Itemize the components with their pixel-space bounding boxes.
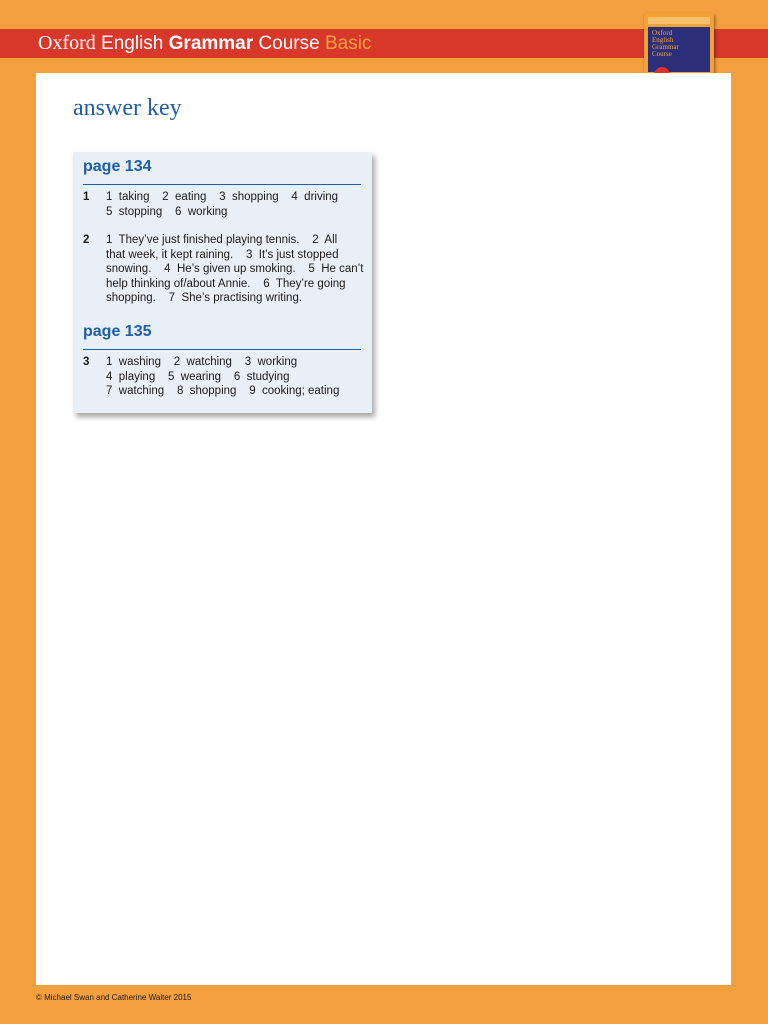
exercise-answers <box>106 233 363 306</box>
title-level: Basic <box>324 33 372 54</box>
answer-line: 1 washing 2 watching 3 working <box>106 356 298 368</box>
cover-top-strip <box>648 17 710 24</box>
answer-line: snowing. 4 He’s given up smoking. 5 He can’t <box>106 263 364 276</box>
answer-line: 1 taking 2 eating 3 shopping 4 driving <box>106 191 339 203</box>
answer-box <box>73 152 372 413</box>
title-brand: Oxford <box>38 32 96 54</box>
answer-line: help thinking of/about Annie. 6 They’re going <box>106 277 346 290</box>
section-heading-page-134: page 134 <box>83 157 361 185</box>
cover-title-line: Oxford <box>652 29 673 37</box>
exercise-number: 1 <box>83 191 90 203</box>
exercise-number: 2 <box>83 234 90 246</box>
answer-line: 5 stopping 6 working <box>106 205 228 218</box>
exercise-number: 3 <box>83 356 90 368</box>
copyright-footer: © Michael Swan and Catherine Walter 2015 <box>36 993 192 1002</box>
section-heading-page-135: page 135 <box>83 322 361 350</box>
exercise-answers <box>106 190 363 219</box>
answer-line: 4 playing 5 wearing 6 studying <box>106 370 290 383</box>
cover-title-line: Grammar <box>652 43 679 51</box>
answer-line: 1 They’ve just finished playing tennis. 2 All <box>106 234 338 246</box>
title-course: Course <box>258 33 320 54</box>
answer-line: shopping. 7 She’s practising writing. <box>106 292 303 305</box>
cover-title-line: Course <box>652 50 672 58</box>
answer-line: 7 watching 8 shopping 9 cooking; eating <box>106 385 340 398</box>
page-title: answer key <box>73 95 182 121</box>
title-english: English <box>101 33 164 54</box>
cover-title-text <box>652 30 708 58</box>
answer-line: that week, it kept raining. 3 It’s just stopped <box>106 248 339 261</box>
title-grammar: Grammar <box>168 33 254 54</box>
book-title <box>38 31 371 55</box>
exercise-answers <box>106 355 363 399</box>
cover-title-line: English <box>652 36 674 44</box>
